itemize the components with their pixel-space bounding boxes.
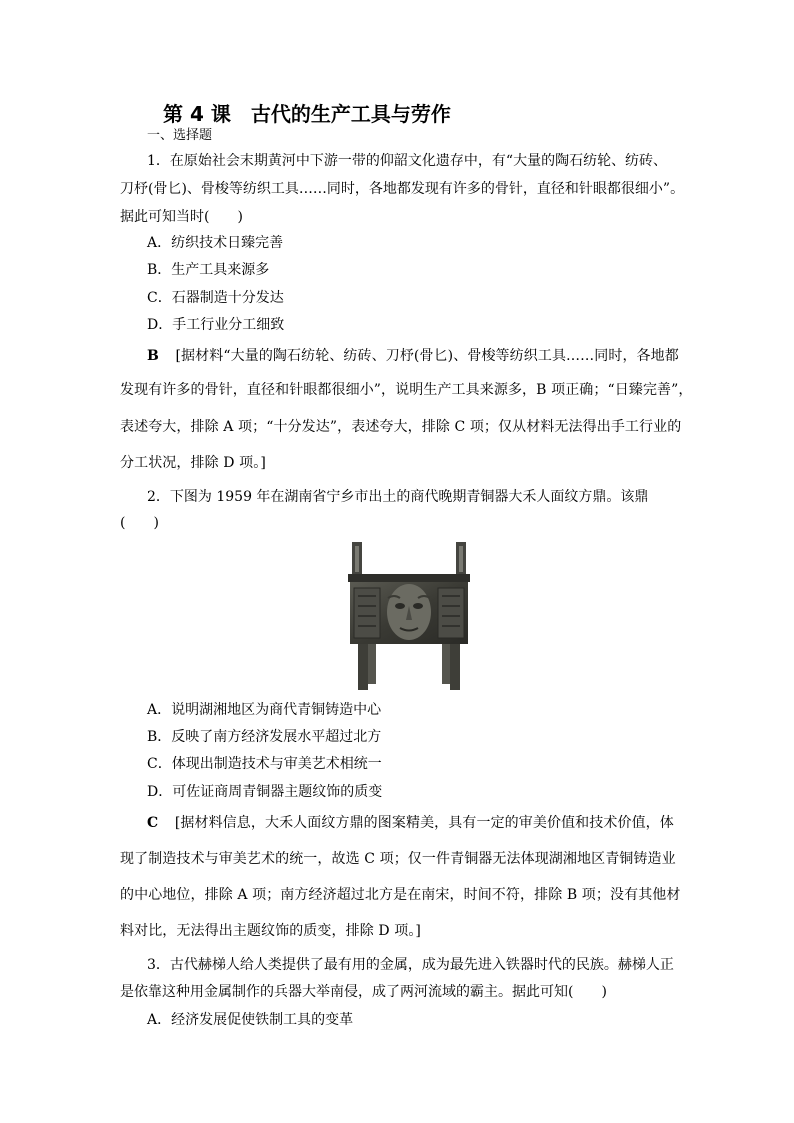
lesson-title: 第 4 课 古代的生产工具与劳作 xyxy=(163,102,451,126)
q1-stem-line-1: 1．在原始社会末期黄河中下游一带的仰韶文化遗存中，有“大量的陶石纺轮、纺砖、 xyxy=(147,153,668,169)
q2-explanation-line-3: 的中心地位，排除 A 项；南方经济超过北方是在南宋，时间不符，排除 B 项；没有其他材 xyxy=(120,887,681,903)
q3-option-a: A．经济发展促使铁制工具的变革 xyxy=(147,1012,354,1028)
q3-stem-line-2: 是依靠这种用金属制作的兵器大举南侵，成了两河流域的霸主。据此可知( ) xyxy=(120,984,607,1000)
q3-stem-line-1: 3．古代赫梯人给人类提供了最有用的金属，成为最先进入铁器时代的民族。赫梯人正 xyxy=(147,957,674,973)
q1-option-a: A．纺织技术日臻完善 xyxy=(147,235,284,251)
q1-stem-line-3: 据此可知当时( ) xyxy=(120,209,243,225)
q2-explanation-line-2: 现了制造技术与审美艺术的统一，故选 C 项；仅一件青铜器无法体现湖湘地区青铜铸造业 xyxy=(120,851,676,867)
q2-option-b: B．反映了南方经济发展水平超过北方 xyxy=(147,729,382,745)
q1-option-d: D．手工行业分工细致 xyxy=(147,317,285,333)
q2-stem-line-1: 2．下图为 1959 年在湖南省宁乡市出土的商代晚期青铜器大禾人面纹方鼎。该鼎 xyxy=(147,489,649,505)
q1-option-c: C．石器制造十分发达 xyxy=(147,290,284,306)
q1-stem-line-2: 刀杼(骨匕)、骨梭等纺织工具……同时，各地都发现有许多的骨针，直径和针眼都很细小”。 xyxy=(120,181,685,197)
q2-option-c: C．体现出制造技术与审美艺术相统一 xyxy=(147,756,382,772)
q1-explanation-line-1 xyxy=(147,347,679,365)
q2-option-a: A．说明湖湘地区为商代青铜铸造中心 xyxy=(147,702,382,718)
q1-explanation-line-3: 表述夸大，排除 A 项；“十分发达”，表述夸大，排除 C 项；仅从材料无法得出手工行业的 xyxy=(120,419,682,435)
q2-explanation-line-1 xyxy=(147,814,674,832)
section-heading: 一、选择题 xyxy=(147,128,213,143)
bronze-ding-image xyxy=(344,540,474,692)
q2-answer-letter: C xyxy=(147,815,159,831)
q1-option-b: B．生产工具来源多 xyxy=(147,262,270,278)
q1-explanation-line-4: 分工状况，排除 D 项。] xyxy=(120,455,266,471)
q1-answer-letter: B xyxy=(147,348,159,364)
q2-explanation-text-1: [据材料信息，大禾人面纹方鼎的图案精美，具有一定的审美价值和技术价值，体 xyxy=(174,815,674,831)
q1-explanation-line-2: 发现有许多的骨针，直径和针眼都很细小”，说明生产工具来源多，B 项正确；“日臻完善”， xyxy=(120,382,693,398)
q1-explanation-text-1: [据材料“大量的陶石纺轮、纺砖、刀杼(骨匕)、骨梭等纺织工具……同时，各地都 xyxy=(175,348,679,364)
q2-option-d: D．可佐证商周青铜器主题纹饰的质变 xyxy=(147,784,383,800)
q2-explanation-line-4: 料对比，无法得出主题纹饰的质变，排除 D 项。] xyxy=(120,923,421,939)
q2-stem-line-2: ( ) xyxy=(120,515,159,531)
